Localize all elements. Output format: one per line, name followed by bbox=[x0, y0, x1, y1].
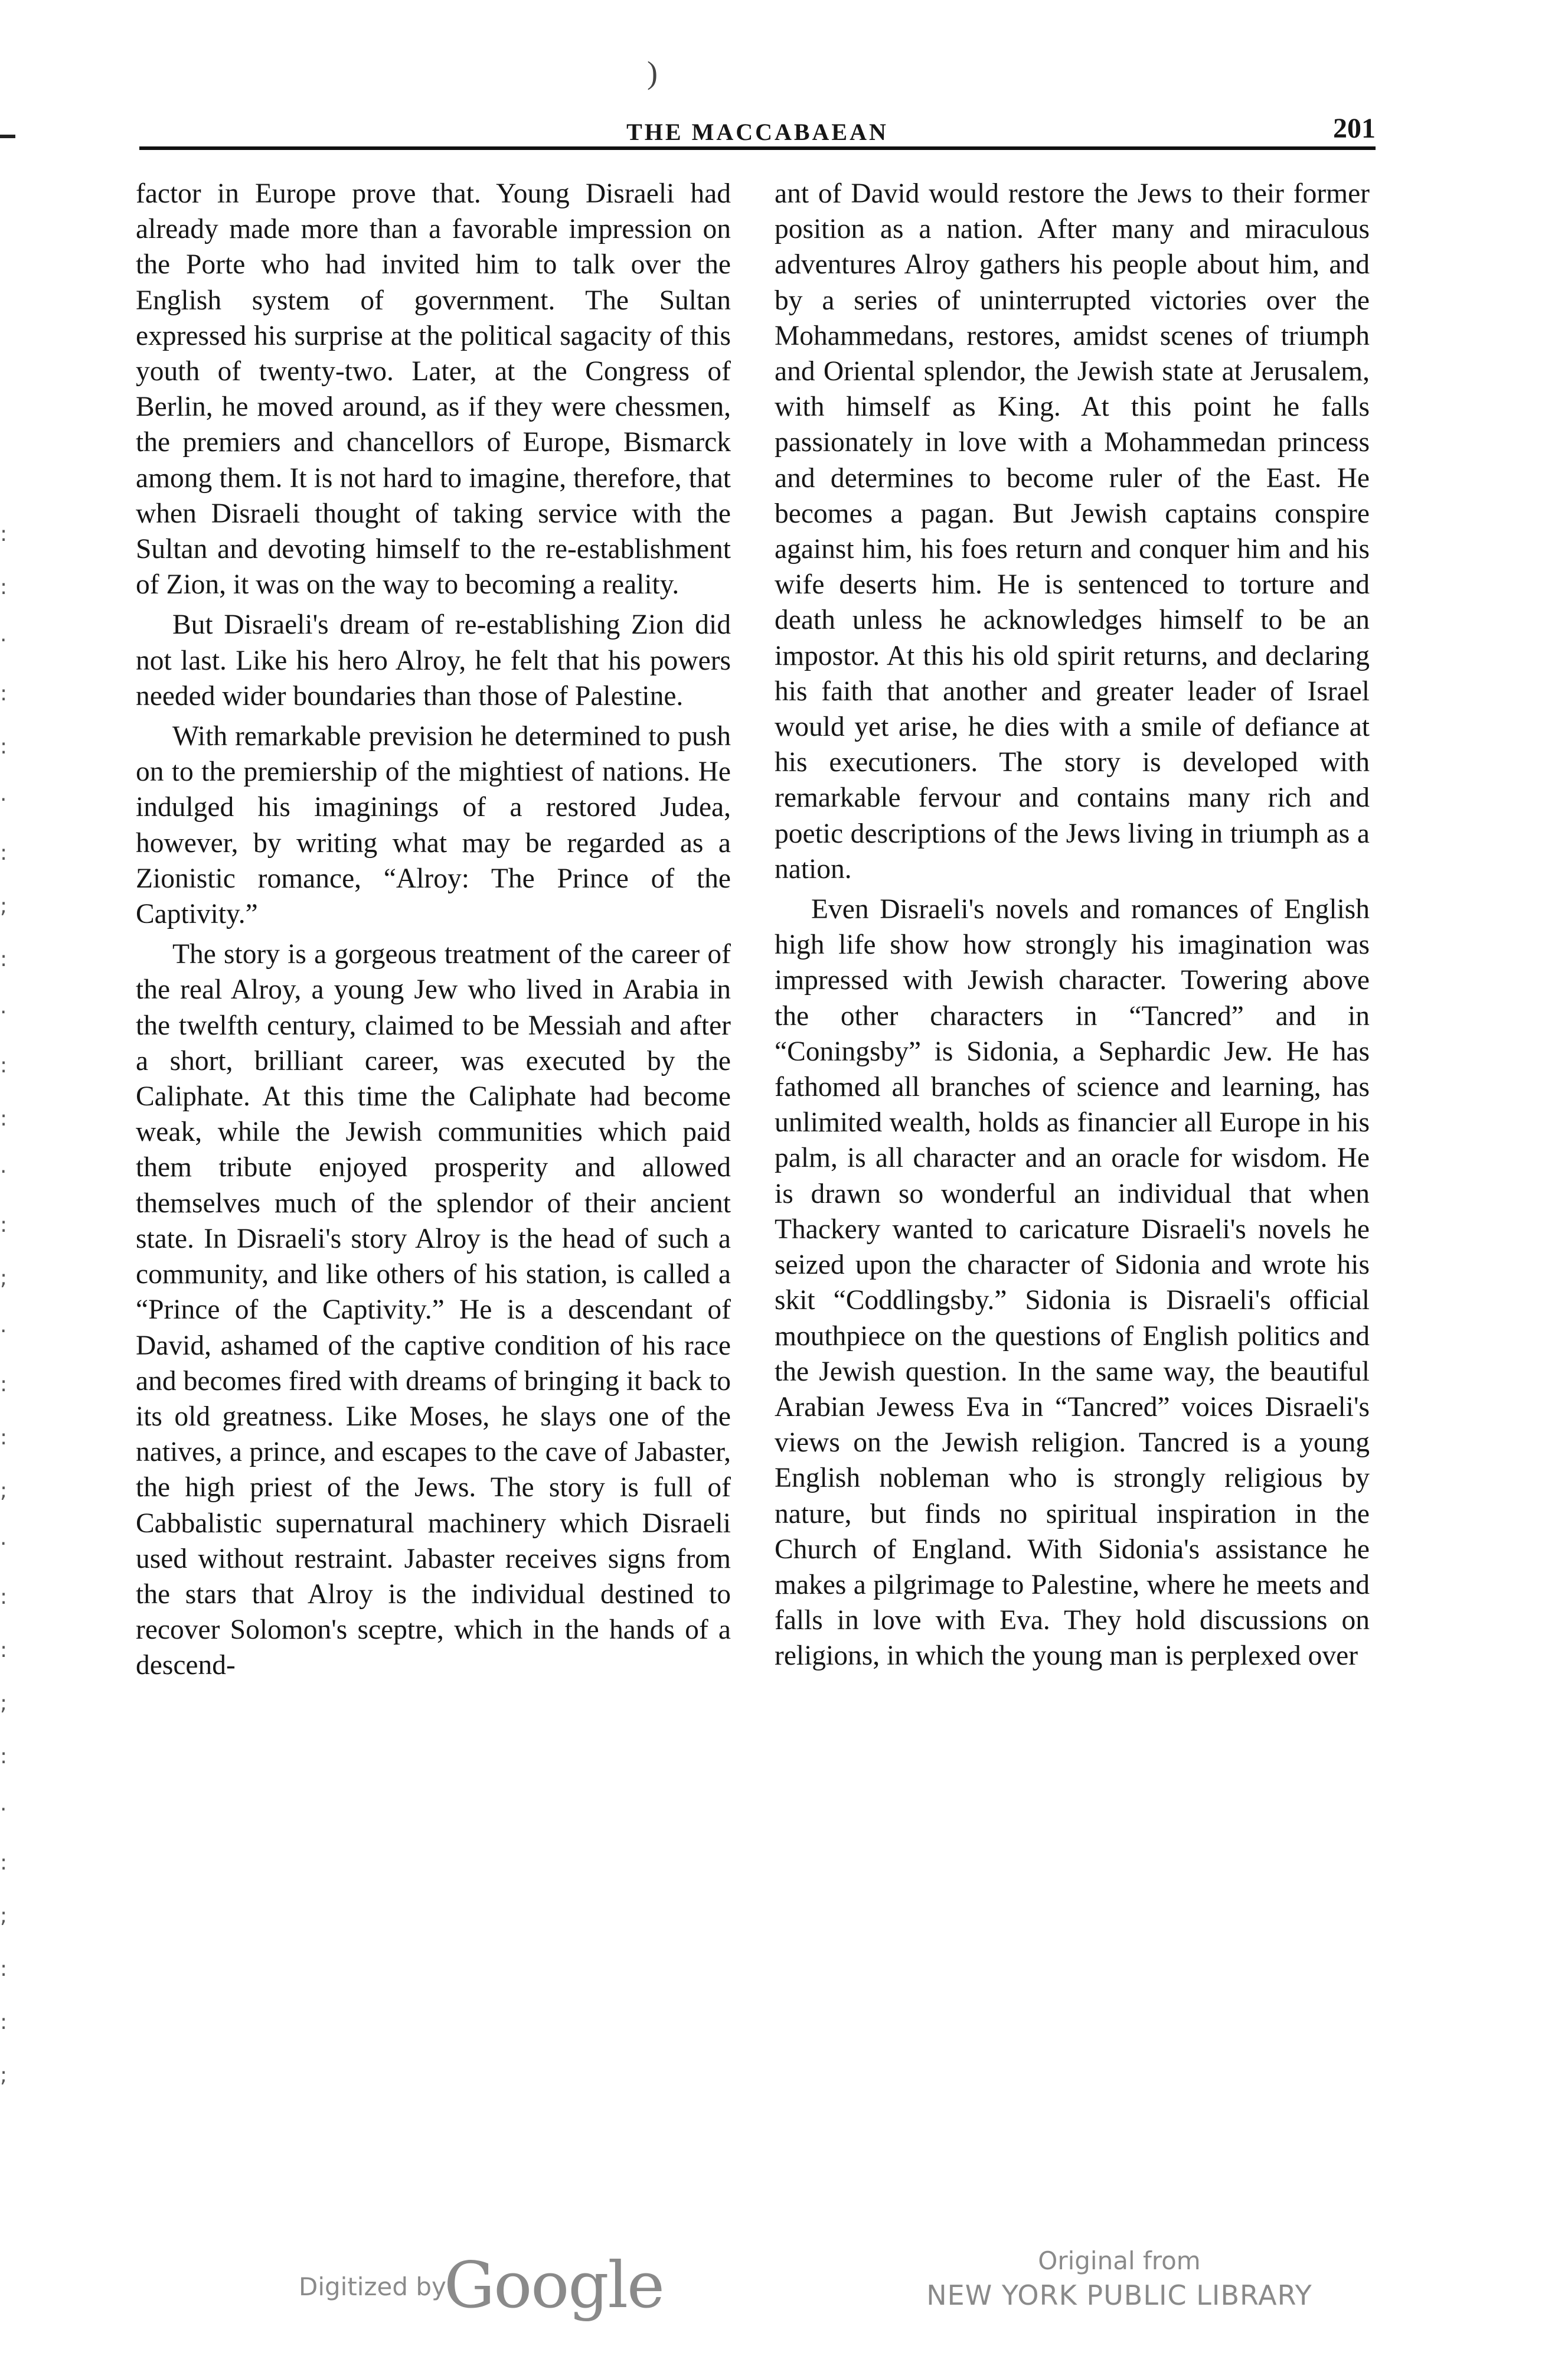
running-title: THE MACCABAEAN bbox=[626, 119, 888, 145]
right-column bbox=[775, 176, 1370, 1679]
margin-dash bbox=[0, 135, 15, 138]
body-paragraph: factor in Europe prove that. Young Disraeli had already made more than a favorable impression on the Porte who had invited him to talk over the English system of government. The Sultan expressed his surprise at the political sagacity of this youth of twenty-two. Later, at the Congress of Berlin, he moved around, as if they were chessmen, the premiers and chancellors of Europe, Bismarck among them. It is not hard to imagine, therefore, that when Disraeli thought of taking service with the Sultan and devoting himself to the re-establishment of Zion, it was on the way to becoming a reality. bbox=[136, 178, 731, 601]
body-paragraph: With remarkable prevision he determined to push on to the premiership of the mightiest of nations. He indulged his imaginings of a restored Judea, however, by writing what may be regarded as a Zionistic romance, “Alroy: The Prince of the Captivity.” bbox=[136, 721, 731, 930]
stray-ink-mark: ) bbox=[647, 55, 658, 90]
library-name: NEW YORK PUBLIC LIBRARY bbox=[926, 2279, 1312, 2311]
digitized-by-label: Digitized by bbox=[299, 2272, 446, 2301]
body-paragraph: ant of David would restore the Jews to their former position as a nation. After many and miraculous adventures Alroy gathers his people about him, and by a series of uninterrupted victories over the Mohammedans, restores, amidst scenes of triumph and Oriental splendor, the Jewish state at Jerusalem, with himself as King. At this point he falls passionately in love with a Mohammedan princess and determines to become ruler of the East. He becomes a pagan. But Jewish captains conspire against him, his foes return and conquer him and his wife deserts him. He is sentenced to torture and death unless he acknowledges himself to be an impostor. At this his old spirit returns, and declaring his faith that another and greater leader of Israel would yet arise, he dies with a smile of defiance at his executioners. The story is developed with remarkable fervour and contains many rich and poetic descriptions of the Jews living in triumph as a nation. bbox=[775, 178, 1370, 885]
body-paragraph: Even Disraeli's novels and romances of English high life show how strongly his imagination was impressed with Jewish character. Towering above the other characters in “Tancred” and in “Coningsby” is Sidonia, a Sephardic Jew. He has fathomed all branches of science and learning, has unlimited wealth, holds as financier all Europe in his palm, is all character and an oracle for wisdom. He is drawn so wonderful an individual that when Thackery wanted to caricature Disraeli's novels he seized upon the character of Sidonia and wrote his skit “Coddlingsby.” Sidonia is Disraeli's official mouthpiece on the questions of English politics and the Jewish question. In the same way, the beautiful Arabian Jewess Eva in “Tancred” voices Disraeli's views on the Jewish religion. Tancred is a young English nobleman who is strongly religious by nature, but finds no spiritual inspiration in the Church of England. With Sidonia's assistance he makes a pilgrimage to Palestine, where he meets and falls in love with Eva. They hold discussions on religions, in which the young man is perplexed over bbox=[775, 894, 1370, 1672]
left-column bbox=[136, 176, 731, 1688]
google-logo: Google bbox=[444, 2249, 664, 2322]
page-header bbox=[139, 112, 1376, 146]
header-rule bbox=[139, 146, 1376, 150]
binding-margin-marks: : : · : : · : ; : · : : · : ; · : : ; · : : ; : · : ; : : ; bbox=[0, 522, 8, 2087]
body-paragraph: But Disraeli's dream of re-establishing Zion did not last. Like his hero Alroy, he felt that his powers needed wider boundaries than those of Palestine. bbox=[136, 609, 731, 712]
page-number: 201 bbox=[1333, 113, 1376, 144]
body-paragraph: The story is a gorgeous treatment of the career of the real Alroy, a young Jew who lived in Arabia in the twelfth century, claimed to be Messiah and after a short, brilliant career, was executed by the Caliphate. At this time the Caliphate had become weak, while the Jewish communities which paid them tribute enjoyed prosperity and allowed themselves much of the splendor of their ancient state. In Disraeli's story Alroy is the head of such a community, and like others of his station, is called a “Prince of the Captivity.” He is a descendant of David, ashamed of the captive condition of his race and becomes fired with dreams of bringing it back to its old greatness. Like Moses, he slays one of the natives, a prince, and escapes to the cave of Jabaster, the high priest of the Jews. The story is full of Cabbalistic supernatural machinery which Disraeli used without restraint. Jabaster receives signs from the stars that Alroy is the individual destined to recover Solomon's sceptre, which in the hands of a descend- bbox=[136, 939, 731, 1681]
original-from-label: Original from bbox=[1038, 2246, 1201, 2275]
digitization-footer bbox=[0, 2238, 1568, 2327]
